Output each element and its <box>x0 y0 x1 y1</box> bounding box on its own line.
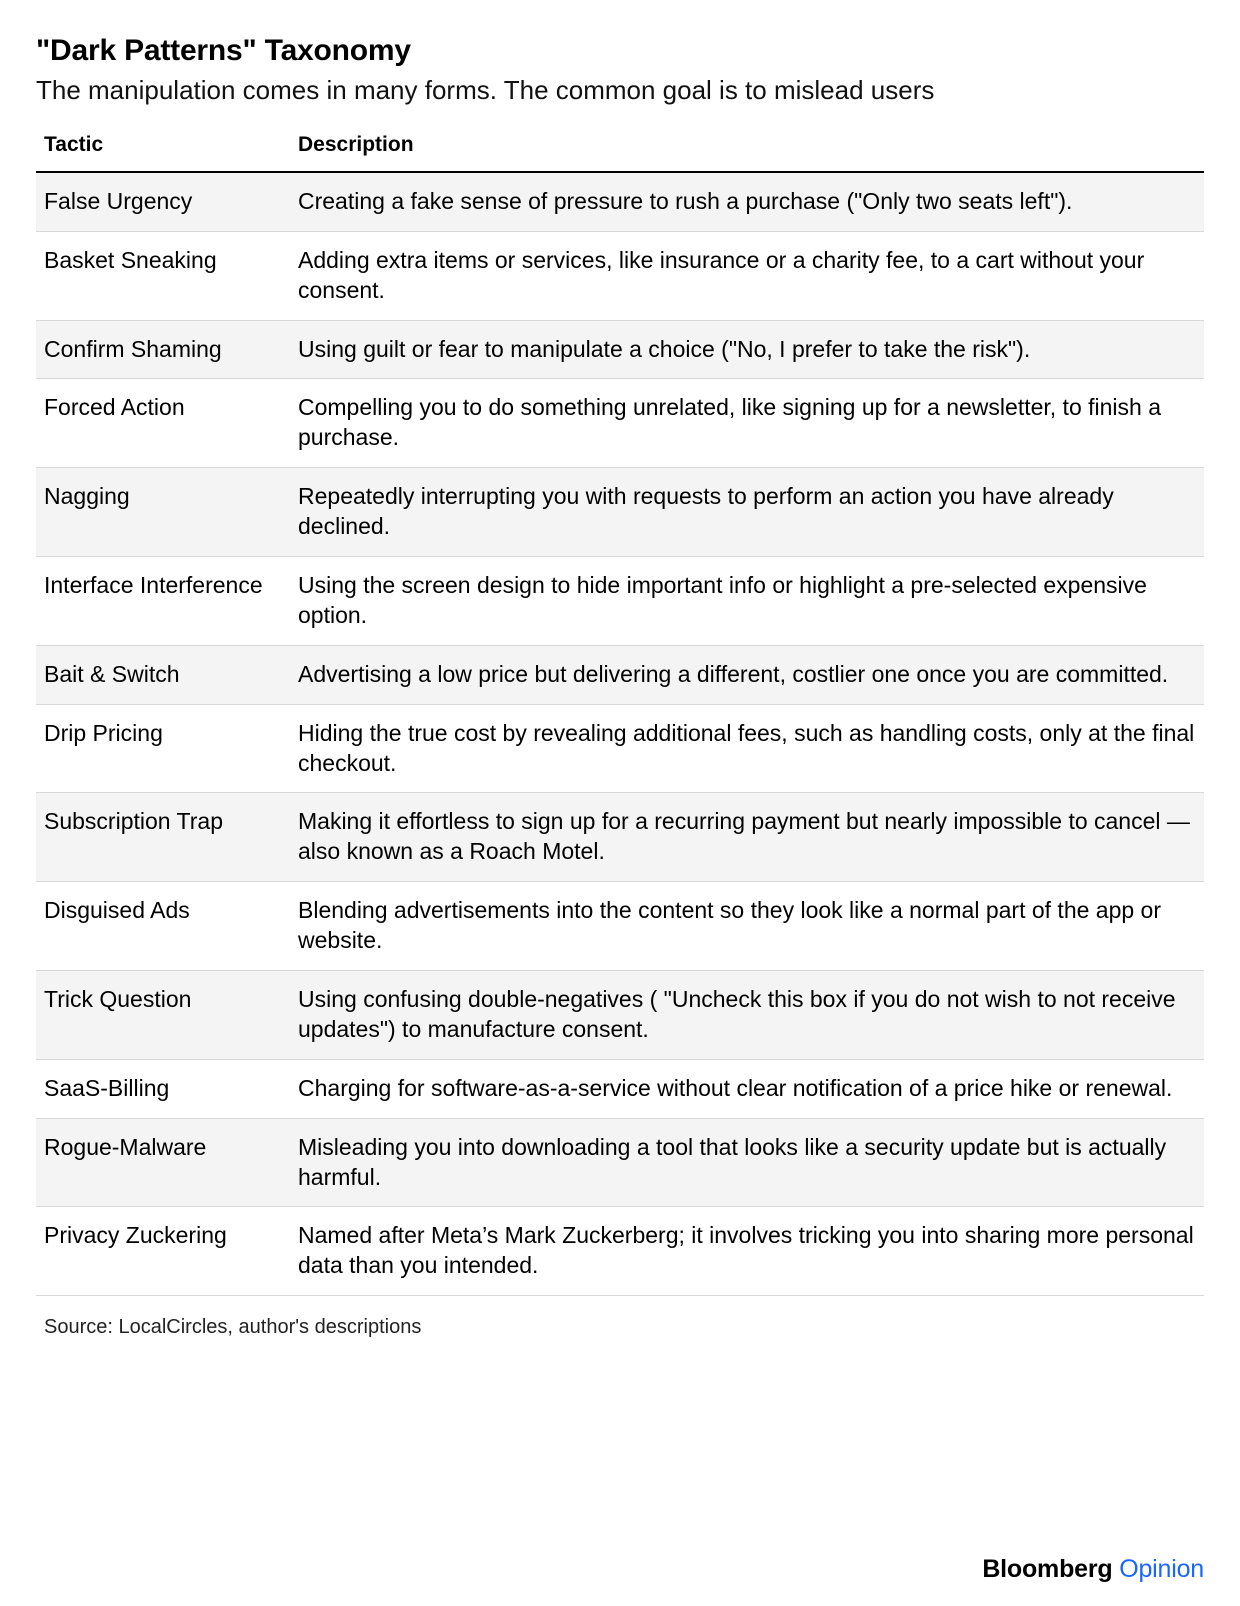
cell-description: Named after Meta’s Mark Zuckerberg; it involves tricking you into sharing more personal data than you intended. <box>290 1207 1204 1296</box>
cell-description: Using the screen design to hide important info or highlight a pre-selected expensive option. <box>290 556 1204 645</box>
table-row <box>36 645 1204 704</box>
page-subtitle: The manipulation comes in many forms. The common goal is to mislead users <box>36 74 935 105</box>
table-row <box>36 882 1204 971</box>
cell-description: Using confusing double-negatives ( "Uncheck this box if you do not wish to not receive updates") to manufacture consent. <box>290 971 1204 1060</box>
cell-tactic: Basket Sneaking <box>36 231 290 320</box>
cell-description: Hiding the true cost by revealing additional fees, such as handling costs, only at the final checkout. <box>290 704 1204 793</box>
cell-tactic: Trick Question <box>36 971 290 1060</box>
cell-description: Misleading you into downloading a tool that looks like a security update but is actually harmful. <box>290 1118 1204 1207</box>
cell-description: Adding extra items or services, like insurance or a charity fee, to a cart without your consent. <box>290 231 1204 320</box>
cell-tactic: False Urgency <box>36 172 290 231</box>
cell-tactic: Rogue-Malware <box>36 1118 290 1207</box>
table-row <box>36 379 1204 468</box>
table-row <box>36 172 1204 231</box>
cell-tactic: Subscription Trap <box>36 793 290 882</box>
bloomberg-wordmark: Bloomberg <box>982 1555 1113 1583</box>
table-row <box>36 971 1204 1060</box>
cell-tactic: Disguised Ads <box>36 882 290 971</box>
table-row <box>36 1207 1204 1296</box>
table-row <box>36 704 1204 793</box>
cell-description: Compelling you to do something unrelated, like signing up for a newsletter, to finish a purchase. <box>290 379 1204 468</box>
taxonomy-table <box>36 133 1204 1296</box>
cell-description: Charging for software-as-a-service without clear notification of a price hike or renewal. <box>290 1059 1204 1118</box>
cell-tactic: Interface Interference <box>36 556 290 645</box>
table-row <box>36 468 1204 557</box>
bloomberg-opinion-logo <box>982 1555 1204 1584</box>
cell-description: Repeatedly interrupting you with requests to perform an action you have already declined. <box>290 468 1204 557</box>
cell-tactic: Drip Pricing <box>36 704 290 793</box>
table-row <box>36 231 1204 320</box>
table-row <box>36 1059 1204 1118</box>
cell-tactic: Forced Action <box>36 379 290 468</box>
opinion-wordmark: Opinion <box>1119 1555 1204 1583</box>
cell-tactic: SaaS-Billing <box>36 1059 290 1118</box>
column-header-description: Description <box>290 133 1204 172</box>
cell-description: Advertising a low price but delivering a different, costlier one once you are committed. <box>290 645 1204 704</box>
cell-description: Using guilt or fear to manipulate a choice ("No, I prefer to take the risk"). <box>290 320 1204 379</box>
table-row <box>36 793 1204 882</box>
cell-description: Making it effortless to sign up for a recurring payment but nearly impossible to cancel — also known as a Roach Motel. <box>290 793 1204 882</box>
source-note: Source: LocalCircles, author's descriptions <box>44 1316 422 1339</box>
cell-tactic: Privacy Zuckering <box>36 1207 290 1296</box>
cell-tactic: Confirm Shaming <box>36 320 290 379</box>
table-header <box>36 133 1204 172</box>
table-row <box>36 1118 1204 1207</box>
table-header-row <box>36 133 1204 172</box>
table-row <box>36 320 1204 379</box>
cell-tactic: Bait & Switch <box>36 645 290 704</box>
column-header-tactic: Tactic <box>36 133 290 172</box>
taxonomy-table-wrapper <box>36 133 1204 1296</box>
cell-tactic: Nagging <box>36 468 290 557</box>
table-row <box>36 556 1204 645</box>
page-title: "Dark Patterns" Taxonomy <box>36 34 411 67</box>
table-body <box>36 172 1204 1296</box>
cell-description: Creating a fake sense of pressure to rush a purchase ("Only two seats left"). <box>290 172 1204 231</box>
cell-description: Blending advertisements into the content so they look like a normal part of the app or website. <box>290 882 1204 971</box>
